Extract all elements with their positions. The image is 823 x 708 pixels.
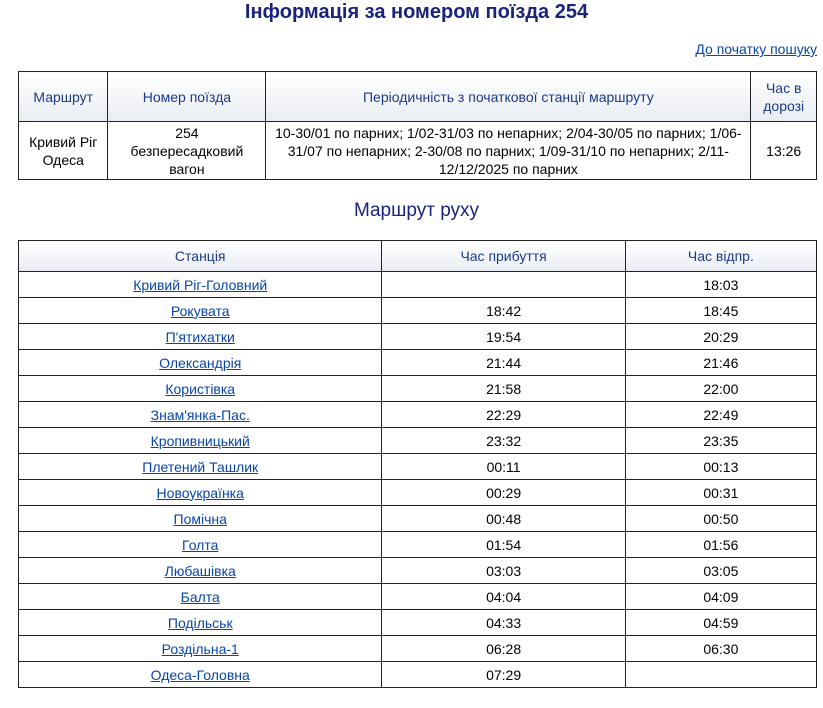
station-cell <box>19 324 382 350</box>
header-periodicity: Періодичність з початкової станції маршруту <box>266 72 751 122</box>
station-link[interactable]: Кривий Ріг-Головний <box>133 276 268 293</box>
departure-time: 04:59 <box>625 610 816 636</box>
departure-time: 23:35 <box>625 428 816 454</box>
train-number: 254 <box>175 124 199 141</box>
table-row <box>19 636 817 662</box>
arrival-time: 01:54 <box>382 532 625 558</box>
station-cell <box>19 298 382 324</box>
route-cell <box>19 122 108 180</box>
departure-time: 18:45 <box>625 298 816 324</box>
station-link[interactable]: Користівка <box>165 380 236 397</box>
header-train-number: Номер поїзда <box>108 72 266 122</box>
station-link[interactable]: Подільськ <box>167 614 233 631</box>
departure-time: 01:56 <box>625 532 816 558</box>
station-cell <box>19 428 382 454</box>
departure-time: 21:46 <box>625 350 816 376</box>
station-link[interactable]: Олександрія <box>159 354 242 371</box>
station-cell <box>19 272 382 298</box>
back-to-search-link[interactable]: До початку пошуку <box>695 41 817 57</box>
table-row <box>19 532 817 558</box>
arrival-time: 04:33 <box>382 610 625 636</box>
station-cell <box>19 350 382 376</box>
station-cell <box>19 584 382 610</box>
station-link[interactable]: П'ятихатки <box>165 328 235 345</box>
station-link[interactable]: Любашівка <box>164 562 236 579</box>
departure-time: 00:13 <box>625 454 816 480</box>
station-link[interactable]: Кропивницький <box>150 432 250 449</box>
arrival-time: 22:29 <box>382 402 625 428</box>
info-header-row <box>19 72 817 122</box>
station-link[interactable]: Плетений Ташлик <box>142 458 259 475</box>
station-link[interactable]: Помічна <box>173 510 227 527</box>
arrival-time: 00:48 <box>382 506 625 532</box>
station-link[interactable]: Рокувата <box>170 302 230 319</box>
arrival-time: 03:03 <box>382 558 625 584</box>
train-info-table <box>18 71 817 180</box>
header-departure: Час відпр. <box>625 241 816 272</box>
table-row <box>19 428 817 454</box>
departure-time <box>625 662 816 688</box>
arrival-time: 06:28 <box>382 636 625 662</box>
train-number-cell <box>108 122 266 180</box>
departure-time: 00:50 <box>625 506 816 532</box>
departure-time: 06:30 <box>625 636 816 662</box>
departure-time: 22:49 <box>625 402 816 428</box>
info-data-row <box>19 122 817 180</box>
station-link[interactable]: Балта <box>180 588 220 605</box>
page-title: Інформація за номером поїзда 254 <box>244 1 589 23</box>
arrival-time: 18:42 <box>382 298 625 324</box>
arrival-time: 07:29 <box>382 662 625 688</box>
table-row <box>19 506 817 532</box>
station-link[interactable]: Знам'янка-Пас. <box>150 406 250 423</box>
arrival-time: 04:04 <box>382 584 625 610</box>
route-table <box>18 240 817 688</box>
table-row <box>19 480 817 506</box>
station-cell <box>19 558 382 584</box>
table-row <box>19 324 817 350</box>
periodicity-cell: 10-30/01 по парних; 1/02-31/03 по непарних; 2/04-30/05 по парних; 1/06-31/07 по непарних; 2-30/08 по парних; 1/09-31/10 по непарних; 2/11-12/12/2025 по парних <box>266 122 751 180</box>
arrival-time: 00:29 <box>382 480 625 506</box>
table-row <box>19 402 817 428</box>
station-cell <box>19 636 382 662</box>
station-cell <box>19 662 382 688</box>
departure-time: 22:00 <box>625 376 816 402</box>
header-route: Маршрут <box>19 72 108 122</box>
station-link[interactable]: Роздільна-1 <box>161 640 239 657</box>
table-row <box>19 298 817 324</box>
table-row <box>19 272 817 298</box>
arrival-time <box>382 272 625 298</box>
arrival-time: 23:32 <box>382 428 625 454</box>
station-link[interactable]: Одеса-Головна <box>150 666 250 683</box>
travel-time-cell: 13:26 <box>751 122 817 180</box>
departure-time: 00:31 <box>625 480 816 506</box>
table-row <box>19 662 817 688</box>
route-to: Одеса <box>42 151 84 168</box>
arrival-time: 00:11 <box>382 454 625 480</box>
route-from: Кривий Ріг <box>29 133 98 150</box>
station-link[interactable]: Голта <box>182 536 219 553</box>
arrival-time: 21:58 <box>382 376 625 402</box>
table-row <box>19 610 817 636</box>
station-cell <box>19 506 382 532</box>
header-arrival: Час прибуття <box>382 241 625 272</box>
route-header-row <box>19 241 817 272</box>
station-cell <box>19 480 382 506</box>
header-travel-time: Час в дорозі <box>751 72 817 122</box>
table-row <box>19 454 817 480</box>
station-cell <box>19 402 382 428</box>
header-station: Станція <box>19 241 382 272</box>
departure-time: 03:05 <box>625 558 816 584</box>
station-cell <box>19 454 382 480</box>
departure-time: 20:29 <box>625 324 816 350</box>
table-row <box>19 558 817 584</box>
departure-time: 04:09 <box>625 584 816 610</box>
station-link[interactable]: Новоукраїнка <box>156 484 244 501</box>
route-section-title: Маршрут руху <box>353 200 480 221</box>
station-cell <box>19 376 382 402</box>
table-row <box>19 350 817 376</box>
train-type: безпересадковий вагон <box>130 142 244 177</box>
departure-time: 18:03 <box>625 272 816 298</box>
station-cell <box>19 610 382 636</box>
station-cell <box>19 532 382 558</box>
arrival-time: 21:44 <box>382 350 625 376</box>
table-row <box>19 376 817 402</box>
table-row <box>19 584 817 610</box>
arrival-time: 19:54 <box>382 324 625 350</box>
